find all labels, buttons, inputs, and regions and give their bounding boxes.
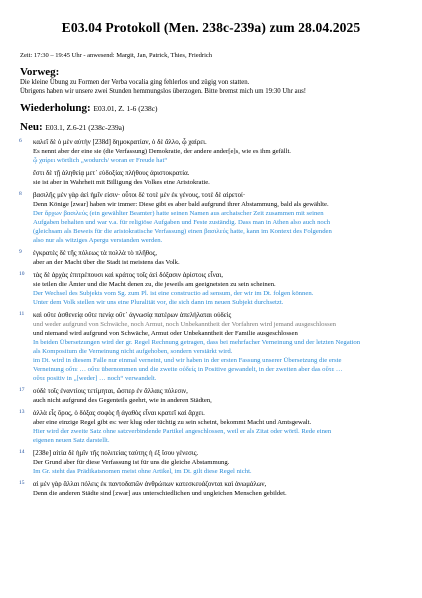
greek-line: αἱ μὲν γὰρ ἄλλαι πόλεις ἐκ παντοδαπῶν ἀνθρώπων κατεσκευάζονται καὶ ἀνωμάλων, <box>33 481 267 488</box>
entries-list <box>20 138 402 498</box>
translation-note: eigenen neuen Satz darstellt. <box>33 437 110 444</box>
german-translation: Denn die anderen Städte sind [zwar] aus unterschiedlichen und ungleichen Menschen gebildet. <box>33 490 287 497</box>
german-translation: und niemand wird aufgrund von Schwäche, Armut oder Unbekanntheit der Familie ausgeschlossen <box>33 330 298 337</box>
translation-note: Aufgaben behalten und war v.a. für religiöse Aufgaben und Feste zuständig. Dass man in Athen also auch noch <box>33 219 331 226</box>
translation-note: Hier wird der zweite Satz ohne satzverbindende Partikel angeschlossen, weil er als Zitat oder wörtl. Rede einen <box>33 428 332 435</box>
translation-note: Der Wechsel des Subjekts vom Sg. zum Pl. ist eine constructio ad sensum, der wir im Dt. folgen können. <box>33 290 314 297</box>
greek-line: [238e] αἰτία δὲ ἡμῖν τῆς πολιτείας ταύτης ἡ ἐξ ἴσου γένεσις. <box>33 450 199 457</box>
meta-line: Zeit: 17:30 – 19:45 Uhr - anwesend: Margit, Jan, Patrick, Thies, Friedrich <box>20 52 213 59</box>
greek-line: οὐδὲ τοῖς ἐναντίοις τετίμηται, ὥσπερ ἐν ἄλλαις πόλεσιν, <box>33 388 188 395</box>
entry <box>20 169 402 187</box>
german-translation: sie ist aber in Wahrheit mit Billigung des Volkes eine Aristokratie. <box>33 179 210 186</box>
translation-note: In beiden Übersetzungen wird der gr. Regel Rechnung getragen, dass bei mehrfacher Verneinung und der letzten Negation <box>33 339 361 346</box>
neu-label: Neu: <box>20 121 43 133</box>
greek-line: καὶ οὔτε ἀσθενείᾳ οὔτε πενίᾳ οὔτ᾽ ἀγνωσίᾳ πατέρων ἀπελήλαται οὐδεὶς <box>33 312 232 319</box>
greek-line: καλεῖ δὲ ὁ μὲν αὐτὴν [238d] δημοκρατίαν, ὁ δὲ ἄλλο, ᾧ χαίρει. <box>33 139 207 146</box>
page-title: E03.04 Protokoll (Men. 238c-239a) zum 28.04.2025 <box>61 20 361 35</box>
german-translation: aber an der Macht über die Stadt ist meistens das Volk. <box>33 259 180 266</box>
entry <box>20 311 402 383</box>
line-number: 13 <box>19 409 25 415</box>
german-translation: Der Grund aber für diese Verfassung ist für uns die gleiche Abstammung. <box>33 459 230 466</box>
line-number: 11 <box>19 311 25 317</box>
entry <box>20 249 402 267</box>
german-translation: Denn Könige [zwar] haben wir immer: Diese gibt es aber bald aufgrund ihrer Abstammung, bald als gewählte. <box>33 201 329 208</box>
entry <box>20 449 402 476</box>
wiederholung-ref: E03.01, Z. 1-6 (238c) <box>93 104 158 113</box>
translation-note: (gleichsam als Beweis für die aristokratische Verfassung) einen βασιλεύς hatte, kann im Kontext des Folgenden <box>33 228 332 235</box>
greek-line: ἔστι δὲ τῇ ἀληθείᾳ μετ᾽ εὐδοξίας πλήθους ἀριστοκρατία. <box>33 170 190 177</box>
greek-line: ἀλλὰ εἷς ὅρος, ὁ δόξας σοφὸς ἢ ἀγαθὸς εἶναι κρατεῖ καὶ ἄρχει. <box>33 410 205 417</box>
translation-note: οὔτε positiv in „[weder] … noch“ verwandelt. <box>33 375 157 382</box>
translation-note: Im Gr. steht das Prädikatsnomen meist ohne Artikel, im Dt. gilt diese Regel nicht. <box>33 468 252 475</box>
line-number: 9 <box>19 249 22 255</box>
alt-translation: und weder aufgrund von Schwäche, noch Armut, noch Unbekanntheit der Vorfahren wird jemand ausgeschlossen <box>33 321 337 328</box>
entry <box>20 191 402 245</box>
neu-ref: E03.1, Z.6-21 (238c-239a) <box>45 123 125 132</box>
wiederholung-heading <box>20 102 402 115</box>
line-number: 17 <box>19 387 25 393</box>
entry <box>20 271 402 307</box>
translation-note: also nur als witziges Apergu verstanden werden. <box>33 237 163 244</box>
line-number: 15 <box>19 480 25 486</box>
entry <box>20 480 402 498</box>
translation-note: als Kompositum die Verneinung nicht aufgehoben, sondern verstärkt wird. <box>33 348 233 355</box>
german-translation: Es nennt aber der eine sie (die Verfassung) Demokratie, der andere ander[e]s, wie es ihm gefällt. <box>33 148 291 155</box>
neu-heading <box>20 121 402 134</box>
greek-line: τὰς δὲ ἀρχὰς ἐπιτρέπουσι καὶ κράτος τοῖς ἀεὶ δόξασιν ἀρίστοις εἶναι, <box>33 272 223 279</box>
translation-note: im Dt. wird in diesem Falle nur einmal verneint, und wir haben in der ersten Fassung unserer Übersetzung die erste <box>33 357 342 364</box>
vorweg-line: Übrigens haben wir unsere zwei Stunden hemmungslos überzogen. Bitte bremst mich um 19:30 Uhr aus! <box>20 88 306 95</box>
german-translation: sie teilen die Ämter und die Macht denen zu, die jeweils am geeignetsten zu sein scheinen. <box>33 281 276 288</box>
translation-note: ᾧ χαίρει wörtlich „wodurch/ woran er Freude hat“ <box>33 157 168 164</box>
entry <box>20 387 402 405</box>
german-translation: auch nicht aufgrund des Gegenteils geehrt, wie in anderen Städten, <box>33 397 212 404</box>
greek-line: ἐγκρατὲς δὲ τῆς πόλεως τὰ πολλὰ τὸ πλῆθος, <box>33 250 158 257</box>
line-number: 10 <box>19 271 25 277</box>
greek-line: βασιλῆς μὲν γὰρ ἀεὶ ἡμῖν εἰσιν· οὗτοι δὲ τοτὲ μὲν ἐκ γένους, τοτὲ δὲ αἱρετοί· <box>33 192 246 199</box>
translation-note: Der ἄρχων βασιλεύς (ein gewählter Beamter) hatte seinen Namen aus archaischer Zeit zusammen mit seinen <box>33 210 324 217</box>
line-number: 14 <box>19 449 25 455</box>
line-number: 8 <box>19 191 22 197</box>
line-number: 6 <box>19 138 22 144</box>
german-translation: aber eine einzige Regel gibt es: wer klug oder tüchtig zu sein scheint, bekommt Macht und Amtsgewalt. <box>33 419 312 426</box>
translation-note: Unter dem Volk stellen wir uns eine Pluralität vor, die sich dann im neuen Subjekt durchsetzt. <box>33 299 284 306</box>
vorweg-heading: Vorweg: <box>20 66 60 78</box>
entry <box>20 138 402 165</box>
entry <box>20 409 402 445</box>
translation-note: Verneinung οὔτε … οὔτε übernommen und die zweite οὐδείς in Positive gewandelt, in der zweiten aber das οὔτε … <box>33 366 343 373</box>
wiederholung-label: Wiederholung: <box>20 102 91 114</box>
vorweg-line: Die kleine Übung zu Formen der Verba vocalia ging fehlerlos und zügig von statten. <box>20 79 250 86</box>
